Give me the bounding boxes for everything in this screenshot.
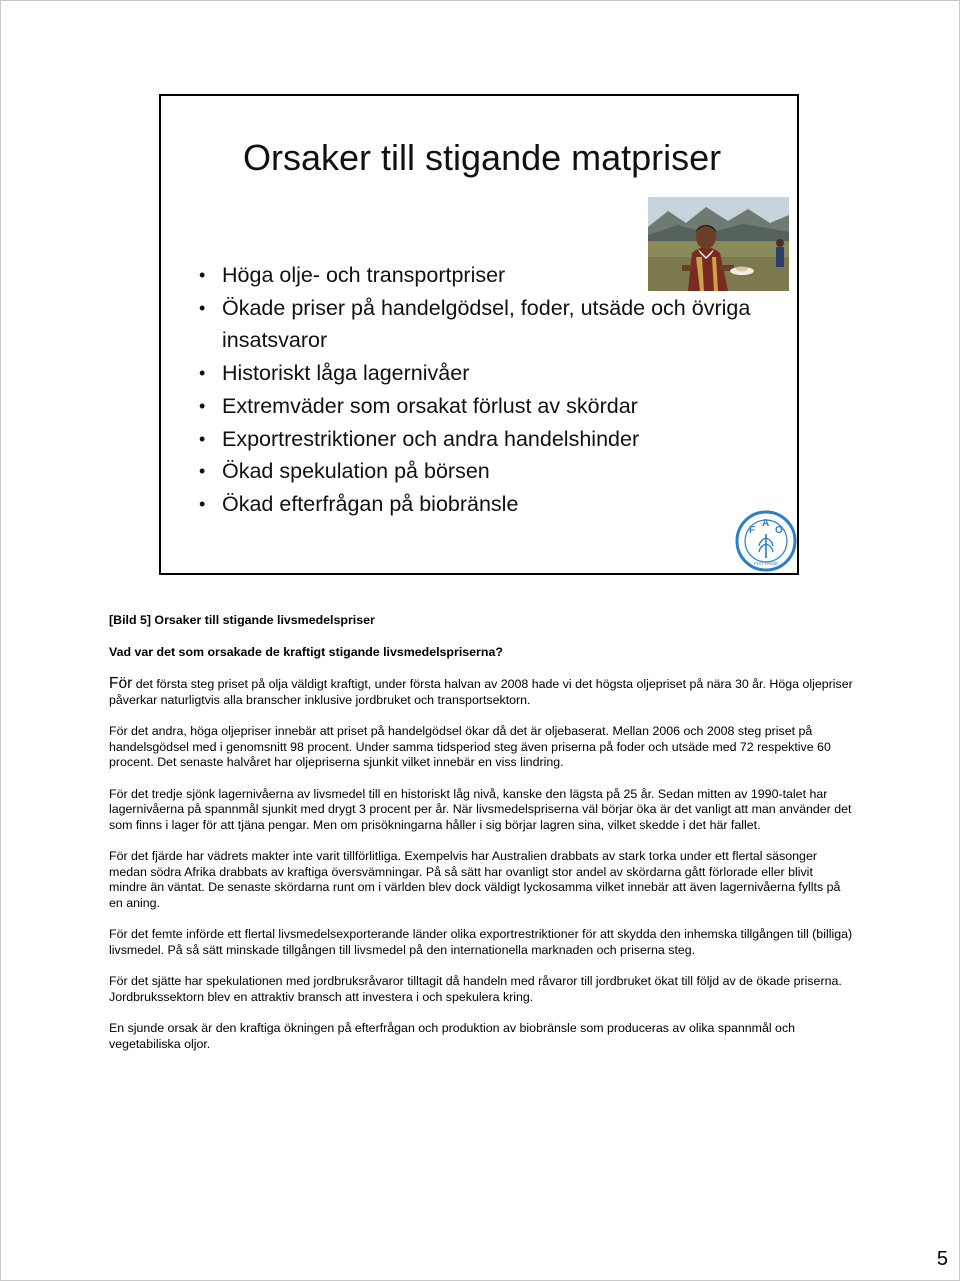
bullet-item: • Extremväder som orsakat förlust av skördar [199,390,759,423]
fao-emblem-icon [735,510,797,572]
notes-question: Vad var det som orsakade de kraftigt stigande livsmedelspriserna? [109,644,503,659]
slide [159,94,799,575]
bullet-dot-icon: • [199,395,206,416]
bullet-item: • Historiskt låga lagernivåer [199,357,759,390]
bullet-item: • Ökad efterfrågan på biobränsle [199,488,759,521]
svg-text:F: F [749,525,756,536]
bullet-dot-icon: • [199,363,206,384]
bullet-dot-icon: • [199,428,206,449]
notes-paragraph: För det första steg priset på olja väldigt kraftigt, under första halvan av 2008 hade vi det högsta oljepriset på nära 30 år. Höga oljepriser påverkar naturligtvis alla branscher inklusive jordbruket och transportsektorn. [109,675,853,707]
notes-paragraph: För det fjärde har vädrets makter inte varit tillförlitliga. Exempelvis har Australien drabbats av stark torka under ett flertal säsonger medan södra Afrika drabbats av kraftiga översvämningar. På så sätt har ovanligt stor andel av skördarna gått förlorade eller blivit mindre än väntat. De senaste skördarna runt om i världen blev dock väldigt lyckosamma vilket innebär att även lagernivåerna fyllts på en aning. [109,849,841,910]
bullet-item: • Exportrestriktioner och andra handelshinder [199,423,759,456]
notes-paragraph: För det tredje sjönk lagernivåerna av livsmedel till en historiskt låg nivå, kanske den lägsta på 25 år. Sedan mitten av 1990-talet har lagernivåerna på spannmål sjunkit med drygt 3 procent per år. När livsmedelspriserna väl börjar öka är det vanligt att man använder det som finns i lager för att tjäna pengar. Men om prisökningarna håller i sig börjar lagren sina, vilket skedde i det här fallet. [109,786,852,832]
notes-paragraph: För det andra, höga oljepriser innebär att priset på handelgödsel ökar då det är oljebaserat. Mellan 2006 och 2008 steg priset på handelsgödsel med i genomsnitt 98 procent. Under samma tidsperiod steg även priserna på foder och utsäde med 72 respektive 60 procent. Det senaste halvåret har oljepriserna sjunkit vilket innebär en viss lindring. [109,724,831,769]
slide-title: Orsaker till stigande matpriser [243,137,722,178]
speaker-notes [109,613,854,1052]
bullet-dot-icon: • [199,461,206,482]
svg-text:O: O [775,525,783,536]
svg-text:FIAT PANIS: FIAT PANIS [754,561,778,566]
notes-heading: [Bild 5] Orsaker till stigande livsmedelspriser [109,613,375,627]
svg-text:A: A [762,518,770,529]
page-number: 5 [936,1248,948,1270]
bullet-dot-icon: • [199,265,206,285]
bullet-dot-icon: • [199,297,206,318]
bullet-item: • Ökad spekulation på börsen [199,455,759,488]
notes-paragraph: För det femte införde ett flertal livsmedelsexporterande länder olika exportrestriktioner för att skydda den inhemska tillgången till (billiga) livsmedel. På så sätt minskade tillgången till livsmedel på den internationella marknaden och priserna steg. [109,927,853,957]
fao-logo [735,510,797,572]
slide-bullet-list [199,259,759,521]
bullet-item: • Ökade priser på handelgödsel, foder, utsäde och övriga insatsvaror [199,292,759,357]
notes-paragraph: En sjunde orsak är den kraftiga ökningen på efterfrågan och produktion av biobränsle som produceras av olika spannmål och vegetabiliska oljor. [109,1021,796,1051]
notes-paragraph: För det sjätte har spekulationen med jordbruksråvaror tilltagit då handeln med råvaror till jordbruket ökat till följd av de ökade priserna. Jordbrukssektorn blev en attraktiv bransch att investera i och spekulera kring. [109,974,842,1004]
bullet-dot-icon: • [199,493,206,514]
bullet-item: • Höga olje- och transportpriser [199,259,759,292]
